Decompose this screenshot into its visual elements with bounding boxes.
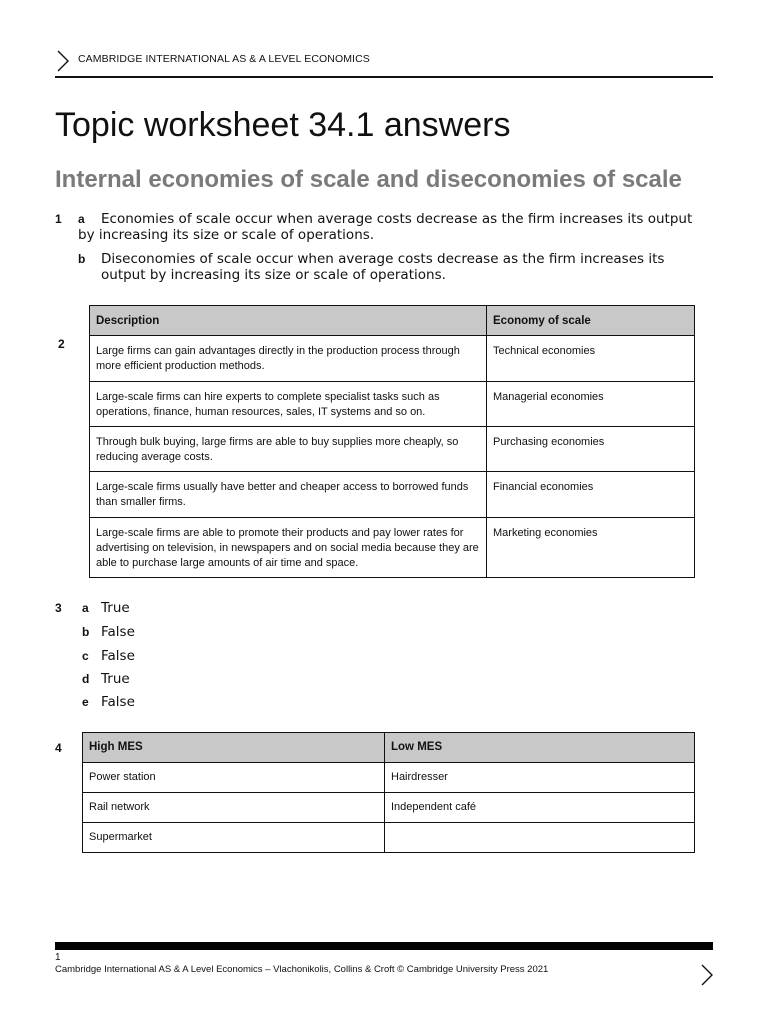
economies-table [89, 305, 695, 578]
q1-a-label: a [78, 212, 85, 226]
header-rule [55, 76, 713, 78]
table-row [83, 763, 695, 793]
page-title: Topic worksheet 34.1 answers [55, 106, 511, 144]
table-header-low-mes: Low MES [385, 733, 695, 763]
footer-copyright: Cambridge International AS & A Level Economics – Vlachonikolis, Collins & Croft © Cambridge University Press 2021 [55, 964, 549, 975]
table-header-economy: Economy of scale [487, 306, 695, 336]
q3-a-answer: True [101, 600, 130, 616]
table-header-high-mes: High MES [83, 733, 385, 763]
description-cell: Large-scale firms are able to promote their products and pay lower rates for advertising on television, in newspapers and on social media because they are able to purchase large amounts of air time and space. [90, 518, 487, 578]
q3-d-label: d [82, 672, 90, 686]
q1-b-answer: Diseconomies of scale occur when average costs decrease as the firm increases its output by increasing its size or scale of operations. [101, 251, 665, 283]
q1-b-label: b [78, 252, 86, 266]
q3-b-answer: False [101, 624, 135, 640]
table-row [90, 518, 695, 578]
q1-a-answer: Economies of scale occur when average costs decrease as the firm increases its output by increasing its size or scale of operations. [78, 211, 693, 243]
low-mes-cell: Hairdresser [385, 763, 695, 793]
q3-d-answer: True [101, 671, 130, 687]
footer-rule [55, 942, 713, 950]
economy-cell: Managerial economies [487, 382, 695, 427]
question-number-4: 4 [55, 741, 62, 755]
mes-table [82, 732, 695, 853]
q3-a-label: a [82, 601, 89, 615]
table-row [83, 823, 695, 853]
table-row [90, 382, 695, 427]
q3-b-label: b [82, 625, 90, 639]
table-row [83, 793, 695, 823]
question-number-3: 3 [55, 601, 62, 615]
q3-c-answer: False [101, 648, 135, 664]
high-mes-cell: Supermarket [83, 823, 385, 853]
page-number: 1 [55, 952, 61, 963]
high-mes-cell: Rail network [83, 793, 385, 823]
table-row [90, 427, 695, 472]
q3-e-label: e [82, 695, 89, 709]
table-row [90, 472, 695, 518]
page-subtitle: Internal economies of scale and diseconomies of scale [55, 166, 682, 193]
low-mes-cell [385, 823, 695, 853]
economy-cell: Financial economies [487, 472, 695, 518]
description-cell: Large-scale firms usually have better and cheaper access to borrowed funds than smaller firms. [90, 472, 487, 518]
description-cell: Large-scale firms can hire experts to complete specialist tasks such as operations, finance, human resources, sales, IT systems and so on. [90, 382, 487, 427]
q3-c-label: c [82, 649, 89, 663]
question-number-1: 1 [55, 212, 62, 226]
chevron-right-icon [700, 964, 714, 986]
table-header-description: Description [90, 306, 487, 336]
q3-e-answer: False [101, 694, 135, 710]
description-cell: Through bulk buying, large firms are able to buy supplies more cheaply, so reducing average costs. [90, 427, 487, 472]
running-header: CAMBRIDGE INTERNATIONAL AS & A LEVEL ECONOMICS [78, 53, 370, 65]
low-mes-cell: Independent café [385, 793, 695, 823]
economy-cell: Purchasing economies [487, 427, 695, 472]
table-row [90, 336, 695, 382]
high-mes-cell: Power station [83, 763, 385, 793]
chevron-right-icon [56, 50, 70, 72]
description-cell: Large firms can gain advantages directly in the production process through more efficient production methods. [90, 336, 487, 382]
economy-cell: Technical economies [487, 336, 695, 382]
economy-cell: Marketing economies [487, 518, 695, 578]
question-number-2: 2 [58, 337, 65, 351]
